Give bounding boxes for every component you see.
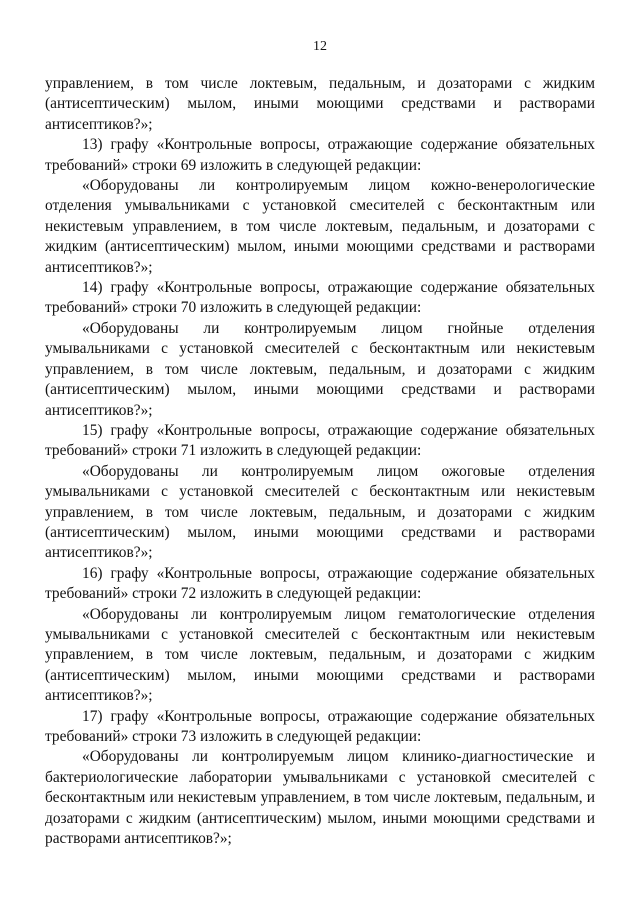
document-body — [45, 74, 595, 849]
paragraph-item-16: 16) графу «Контрольные вопросы, отражающие содержание обязательных требований» строки 72 изложить в следующей редакции: — [45, 564, 595, 603]
paragraph-item-13: 13) графу «Контрольные вопросы, отражающие содержание обязательных требований» строки 69 изложить в следующей редакции: — [45, 136, 595, 174]
page-number: 12 — [313, 39, 327, 54]
paragraph-item-15: 15) графу «Контрольные вопросы, отражающие содержание обязательных требований» строки 71 изложить в следующей редакции: — [45, 421, 595, 460]
paragraph-quote-72: «Оборудованы ли контролируемым лицом гематологические отделения умывальниками с установкой смесителей с бесконтактным или некистевым управлением, в том числе локтевым, педальным, и дозаторами с жидким (антисептическим) мылом, иными моющими средствами и растворами антисептиков?»; — [45, 605, 595, 705]
paragraph-quote-71: «Оборудованы ли контролируемым лицом ожоговые отделения умывальниками с установкой смесителей с бесконтактным или некистевым управлением, в том числе локтевым, педальным, и дозаторами с жидким (антисептическим) мылом, иными моющими средствами и растворами антисептиков?»; — [45, 462, 595, 562]
paragraph-continuation: управлением, в том числе локтевым, педальным, и дозаторами с жидким (антисептическим) мылом, иными моющими средствами и растворами антисептиков?»; — [45, 75, 595, 133]
paragraph-item-17: 17) графу «Контрольные вопросы, отражающие содержание обязательных требований» строки 73 изложить в следующей редакции: — [45, 707, 595, 745]
paragraph-quote-69: «Оборудованы ли контролируемым лицом кожно-венерологические отделения умывальниками с установкой смесителей с бесконтактным или некистевым управлением, в том числе локтевым, педальным, и дозаторами с жидким (антисептическим) мылом, иными моющими средствами и растворами антисептиков?»; — [45, 177, 595, 276]
paragraph-item-14: 14) графу «Контрольные вопросы, отражающие содержание обязательных требований» строки 70 изложить в следующей редакции: — [45, 279, 595, 317]
paragraph-quote-70: «Оборудованы ли контролируемым лицом гнойные отделения умывальниками с установкой смесителей с бесконтактным или некистевым управлением, в том числе локтевым, педальным, и дозаторами с жидким (антисептическим) мылом, иными моющими средствами и растворами антисептиков?»; — [45, 319, 595, 419]
paragraph-quote-73: «Оборудованы ли контролируемым лицом клинико-диагностические и бактериологические лаборатории умывальниками с установкой смесителей с бесконтактным или некистевым управлением, в том числе локтевым, педальным, и дозаторами с жидким (антисептическим) мылом, иными моющими средствами и растворами антисептиков?»; — [45, 748, 595, 848]
